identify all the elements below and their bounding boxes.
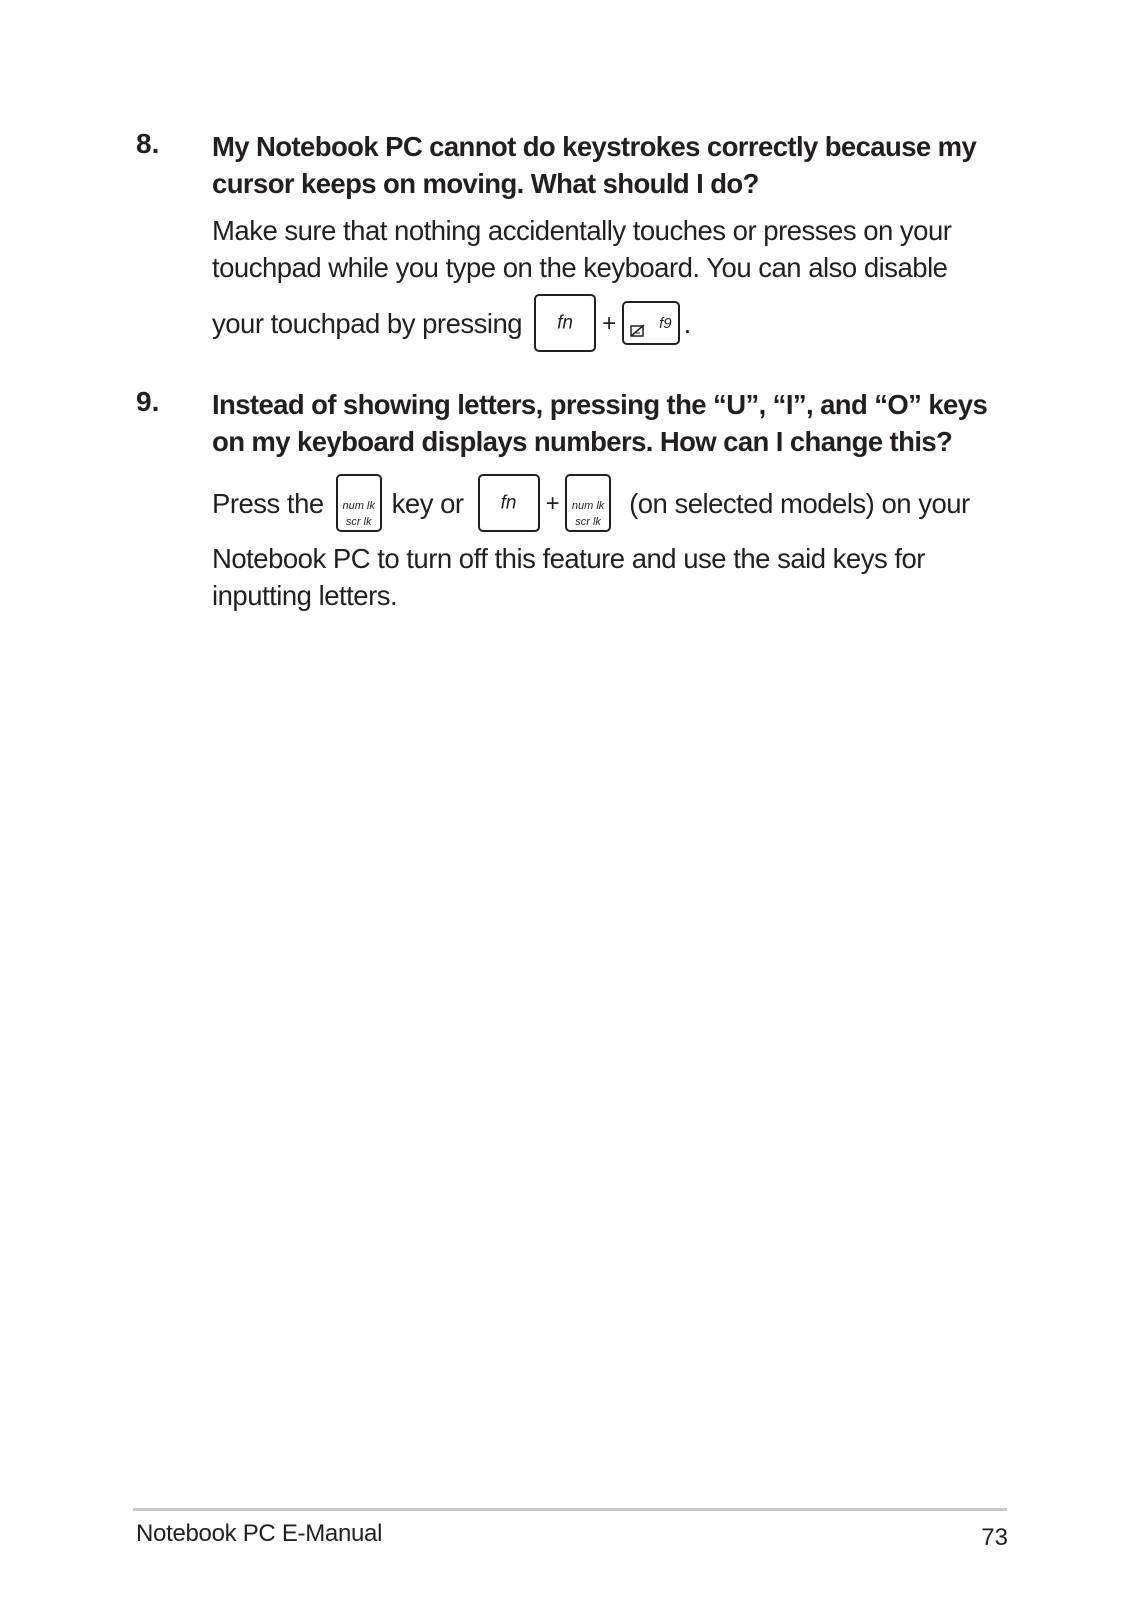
fn-key [534,294,596,352]
faq-item-8 [136,128,1006,352]
question-line-1: My Notebook PC cannot do keystrokes correctly because my [212,131,977,162]
num-lock-key [336,474,382,532]
item-number: 9. [136,386,160,417]
question-line-2: cursor keeps on moving. What should I do? [212,168,759,199]
scroll-lock-label: scr lk [345,516,372,528]
answer-text [212,474,1006,614]
fn-key [478,474,540,532]
faq-item-9 [136,386,1006,614]
question-line-1: Instead of showing letters, pressing the “U”, “I”, and “O” keys [212,389,988,420]
page-number: 73 [981,1524,1008,1551]
answer-line-1: Make sure that nothing accidentally touches or presses on your [212,215,952,246]
answer-line-2: touchpad while you type on the keyboard. You can also disable [212,252,948,283]
period: . [683,307,691,339]
answer-line-2: Notebook PC to turn off this feature and use the said keys for [212,543,925,574]
num-lock-key [565,474,611,532]
num-lock-label: num lk [342,500,375,512]
item-number: 8. [136,128,160,159]
fn-key-label: fn [500,492,517,514]
plus-sign: + [545,489,560,517]
answer-text [212,212,1006,352]
answer-line-3 [212,294,1006,352]
footer-title: Notebook PC E-Manual [136,1520,383,1547]
question-text [212,128,1006,202]
key-or-text: key or [391,487,464,519]
footer-divider [133,1508,1007,1511]
answer-line-3-text: your touchpad by pressing [212,307,523,339]
touchpad-disable-icon [630,324,646,338]
answer-line-3: inputting letters. [212,580,398,611]
scroll-lock-label: scr lk [575,516,601,528]
fn-key-label: fn [557,312,573,334]
f9-key [622,301,680,345]
plus-sign: + [602,309,616,337]
answer-line-1 [212,474,1006,532]
f9-key-label: f9 [659,315,672,332]
question-line-2: on my keyboard displays numbers. How can I change this? [212,426,953,457]
num-lock-label: num lk [571,500,605,512]
question-text [212,386,1006,460]
selected-models-text: (on selected models) on your [629,487,970,519]
press-the-text: Press the [212,487,324,519]
